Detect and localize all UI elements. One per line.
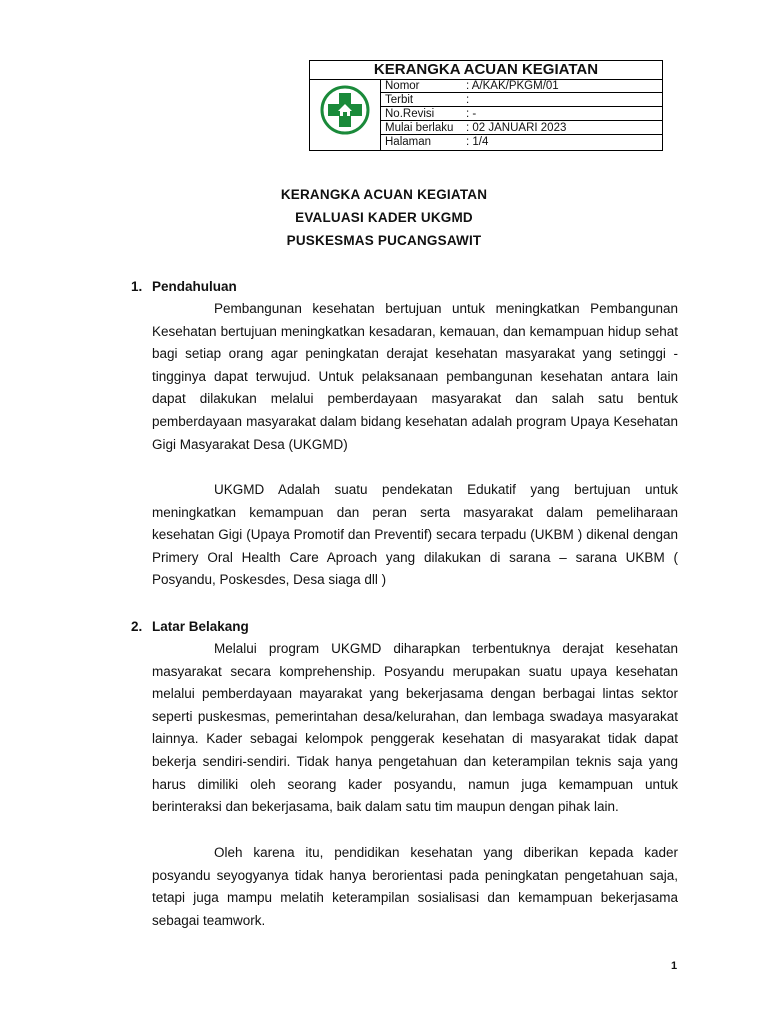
header-row-value: : - (466, 108, 477, 120)
header-row-key: No.Revisi (385, 108, 435, 120)
page-number: 1 (671, 960, 678, 972)
header-title: KERANGKA ACUAN KEGIATAN (310, 61, 662, 80)
section-heading-latar-belakang: Latar Belakang (152, 619, 249, 634)
section-number: 2. (131, 619, 143, 634)
section-number: 1. (131, 279, 143, 294)
header-row-key: Mulai berlaku (385, 122, 454, 134)
document-header-table (309, 60, 663, 151)
header-row-mulai-berlaku (381, 121, 662, 135)
section-heading-pendahuluan: Pendahuluan (152, 279, 237, 294)
green-cross-logo-icon (320, 85, 370, 135)
header-row-value: : (466, 94, 470, 106)
paragraph: UKGMD Adalah suatu pendekatan Edukatif yang bertujuan untuk meningkatkan kemampuan dan peran serta masyarakat dalam pemeliharaan kesehatan Gigi (Upaya Promotif dan Preventif) secara terpadu (UKBM ) dikenal dengan Primery Oral Health Care Aproach yang dilakukan di sarana – sarana UKBM ( Posyandu, Poskesdes, Desa siaga dll ) (152, 482, 678, 588)
document-title-line3: PUSKESMAS PUCANGSAWIT (286, 233, 482, 248)
puskesmas-logo (310, 79, 381, 150)
document-title-line1: KERANGKA ACUAN KEGIATAN (280, 187, 488, 202)
paragraph: Oleh karena itu, pendidikan kesehatan yang diberikan kepada kader posyandu seyogyanya tidak hanya berorientasi pada peningkatan pengetahuan saja, tetapi juga mampu melatih keterampilan sosialisasi dan kemampuan bekerjasama sebagai teamwork. (152, 845, 678, 928)
header-row-key: Halaman (385, 136, 432, 148)
header-row-halaman (381, 135, 662, 149)
header-row-value: : A/KAK/PKGM/01 (466, 80, 559, 92)
header-row-terbit (381, 93, 662, 107)
header-row-nomor (381, 79, 662, 93)
header-row-key: Nomor (385, 80, 420, 92)
header-info-rows (381, 79, 662, 150)
paragraph: Melalui program UKGMD diharapkan terbentuknya derajat kesehatan masyarakat secara komprehenship. Posyandu merupakan suatu upaya kesehatan melalui pemberdayaan mayarakat yang bekerjasama dengan berbagai lintas sektor seperti puskesmas, pemerintahan desa/kelurahan, dan lembaga swadaya masyarakat lainnya. Kader sebagai kelompok penggerak kesehatan di masyarakat tidak dapat bekerja sendiri-sendiri. Tidak hanya pengetahuan dan keterampilan teknis saja yang harus dimiliki oleh seorang kader posyandu, namun juga kemampuan untuk berinteraksi dan bekerjasama, baik dalam satu tim maupun dengan pihak lain. (152, 641, 678, 815)
header-row-key: Terbit (385, 94, 414, 106)
document-title-line2: EVALUASI KADER UKGMD (295, 210, 473, 225)
header-row-revisi (381, 107, 662, 121)
paragraph: Pembangunan kesehatan bertujuan untuk meningkatkan Pembangunan Kesehatan bertujuan meningkatkan kesadaran, kemauan, dan kemampuan hidup sehat bagi setiap orang agar peningkatan derajat kesehatan masyarakat yang setinggi - tingginya dapat terwujud. Untuk pelaksanaan pembangunan kesehatan antara lain dapat dilakukan melalui pemberdayaan masyarakat dan salah satu bentuk pemberdayaan masyarakat dalam bidang kesehatan adalah program Upaya Kesehatan Gigi Masyarakat Desa (UKGMD) (152, 301, 678, 452)
header-row-value: : 02 JANUARI 2023 (466, 122, 567, 134)
header-row-value: : 1/4 (466, 136, 489, 148)
